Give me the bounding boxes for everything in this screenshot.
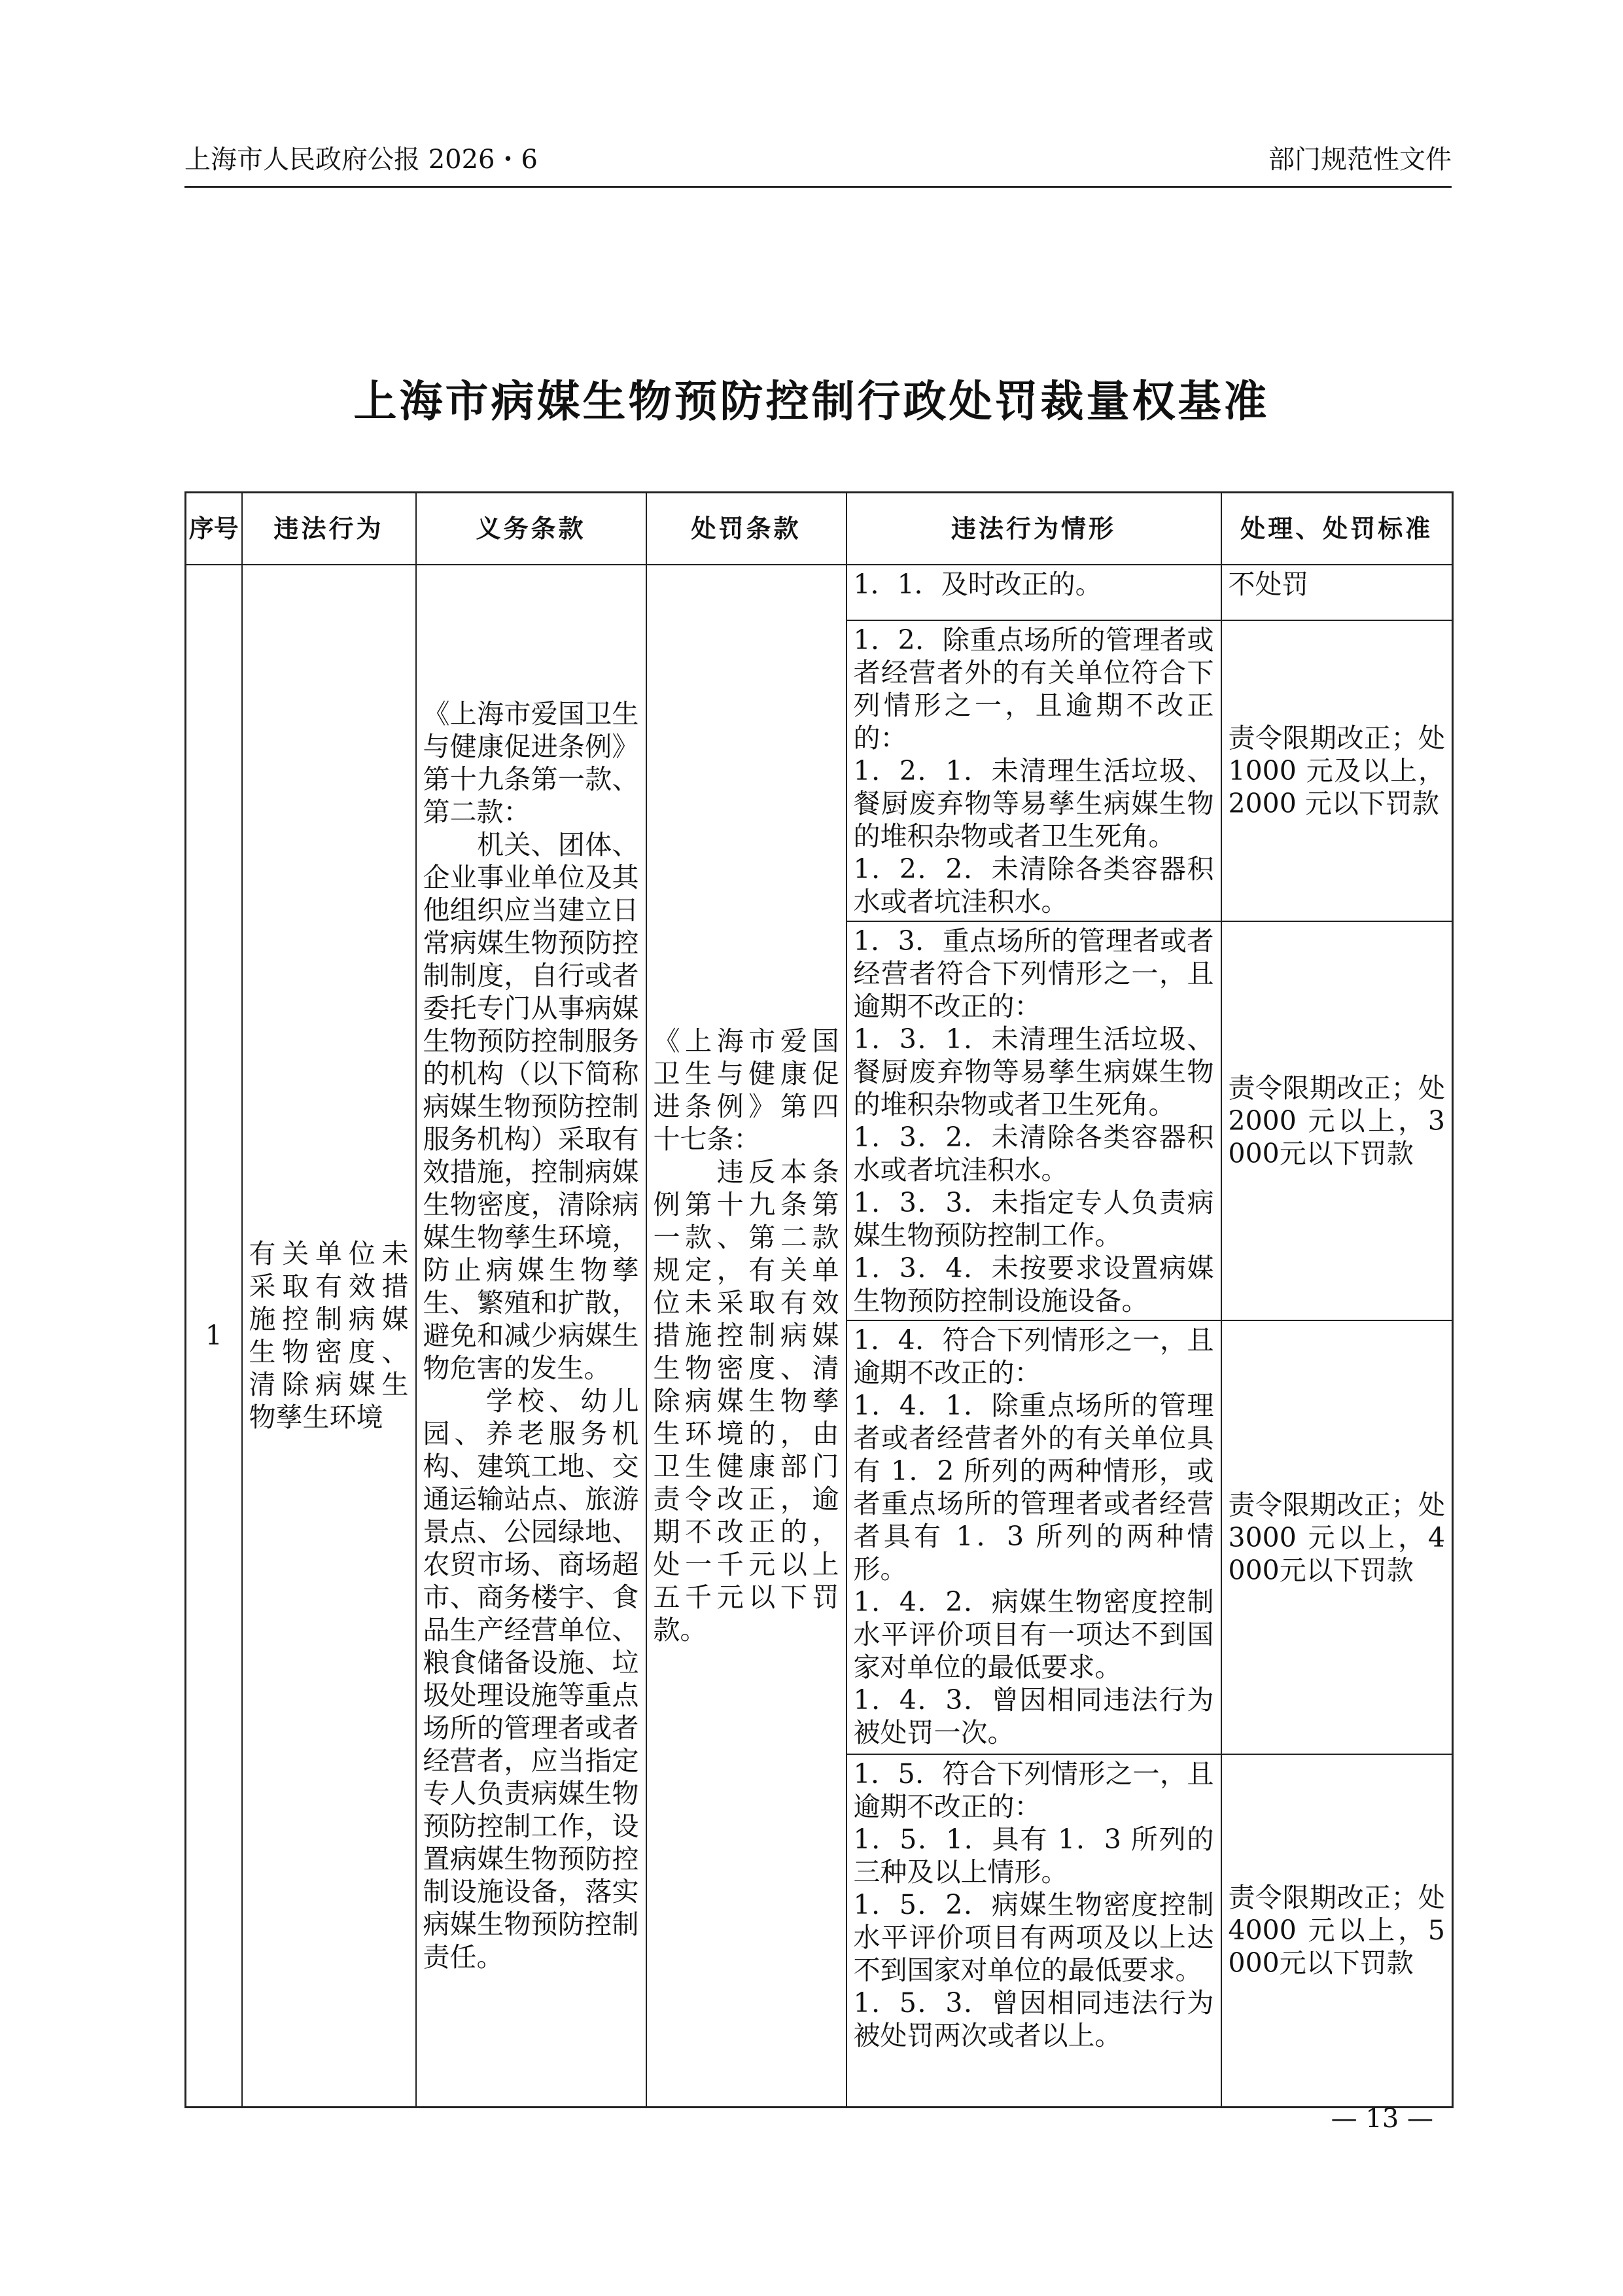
col-header-situation: 违法行为情形 [846, 493, 1221, 565]
violation-cell: 有关单位未采取有效措施控制病媒生物密度、清除病媒生物孳生环境 [242, 565, 416, 2107]
header-divider [184, 186, 1452, 188]
standard-cell: 责令限期改正；处 3000 元以上，4000元以下罚款 [1221, 1320, 1453, 1754]
journal-header: 上海市人民政府公报 2026・6 [184, 145, 538, 175]
situation-cell: 1．3．重点场所的管理者或者经营者符合下列情形之一，且逾期不改正的： 1．3．1．未清理生活垃圾、餐厨废弃物等易孳生病媒生物的堆积杂物或者卫生死角。 1．3．2．未清除各类容器积水或者坑洼积水。 1．3．3．未指定专人负责病媒生物预防控制工作。 1．3．4．未按要求设置病媒生物预防控制设施设备。 [846, 921, 1221, 1320]
page-number: — 13 — [1331, 2104, 1433, 2134]
table-row [186, 565, 1453, 620]
situation-cell: 1．2．除重点场所的管理者或者经营者外的有关单位符合下列情形之一，且逾期不改正的： 1．2．1．未清理生活垃圾、餐厨废弃物等易孳生病媒生物的堆积杂物或者卫生死角。 1．2．2．未清除各类容器积水或者坑洼积水。 [846, 620, 1221, 921]
table-header-row [186, 493, 1453, 565]
standard-cell: 责令限期改正；处 2000 元以上，3000元以下罚款 [1221, 921, 1453, 1320]
standard-cell: 责令限期改正；处 4000 元以上，5000元以下罚款 [1221, 1754, 1453, 2107]
situation-cell: 1．4．符合下列情形之一，且逾期不改正的： 1．4．1．除重点场所的管理者或者经营者外的有关单位具有 1．2 所列的两种情形，或者重点场所的管理者或者经营者具有 1．3 所列的两种情形。 1．4．2．病媒生物密度控制水平评价项目有一项达不到国家对单位的最低要求。 1．4．3．曾因相同违法行为被处罚一次。 [846, 1320, 1221, 1754]
row-number: 1 [186, 565, 242, 2107]
situation-cell: 1．1．及时改正的。 [846, 565, 1221, 620]
col-header-no: 序号 [186, 493, 242, 565]
standard-cell: 不处罚 [1221, 565, 1453, 620]
penalty-clause-cell: 《上海市爱国卫生与健康促进条例》第四十七条： 违反本条例第十九条第一款、第二款规定，有关单位未采取有效措施控制病媒生物密度、清除病媒生物孳生环境的，由卫生健康部门责令改正，逾期不改正的，处一千元以上五千元以下罚款。 [646, 565, 846, 2107]
section-header: 部门规范性文件 [1268, 145, 1452, 175]
col-header-standard: 处理、处罚标准 [1221, 493, 1453, 565]
document-title: 上海市病媒生物预防控制行政处罚裁量权基准 [353, 376, 1270, 427]
situation-cell: 1．5．符合下列情形之一，且逾期不改正的： 1．5．1．具有 1．3 所列的三种及以上情形。 1．5．2．病媒生物密度控制水平评价项目有两项及以上达不到国家对单位的最低要求。 1．5．3．曾因相同违法行为被处罚两次或者以上。 [846, 1754, 1221, 2107]
col-header-penalty-clause: 处罚条款 [646, 493, 846, 565]
penalty-table [184, 491, 1454, 2108]
col-header-violation: 违法行为 [242, 493, 416, 565]
obligation-cell: 《上海市爱国卫生与健康促进条例》第十九条第一款、第二款： 机关、团体、企业事业单位及其他组织应当建立日常病媒生物预防控制制度，自行或者委托专门从事病媒生物预防控制服务的机构（以下简称病媒生物预防控制服务机构）采取有效措施，控制病媒生物密度，清除病媒生物孳生环境，防止病媒生物孳生、繁殖和扩散，避免和减少病媒生物危害的发生。 学校、幼儿园、养老服务机构、建筑工地、交通运输站点、旅游景点、公园绿地、农贸市场、商场超市、商务楼宇、食品生产经营单位、粮食储备设施、垃圾处理设施等重点场所的管理者或者经营者，应当指定专人负责病媒生物预防控制工作，设置病媒生物预防控制设施设备，落实病媒生物预防控制责任。 [416, 565, 646, 2107]
standard-cell: 责令限期改正；处 1000 元及以上，2000 元以下罚款 [1221, 620, 1453, 921]
col-header-obligation: 义务条款 [416, 493, 646, 565]
